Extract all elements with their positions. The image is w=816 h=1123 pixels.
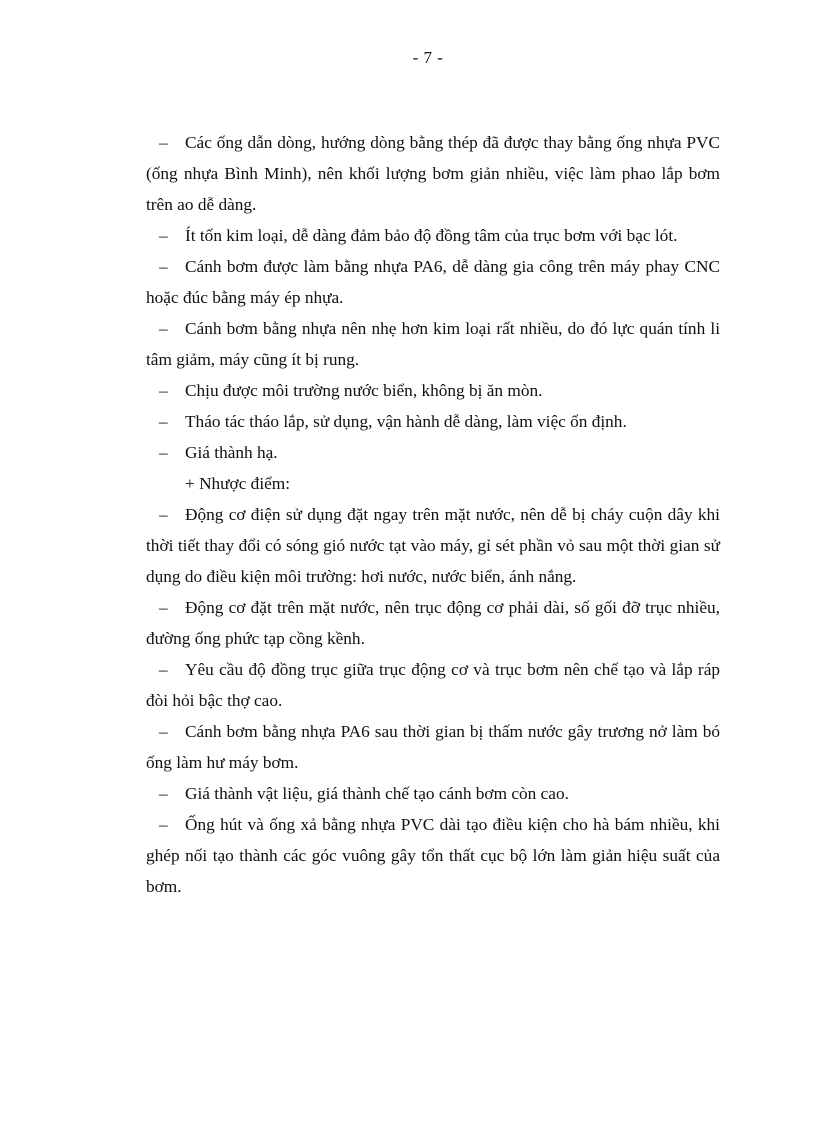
disadvantage-item (146, 499, 720, 592)
advantage-item (146, 375, 720, 406)
dash-marker: – (159, 319, 168, 338)
dash-marker: – (159, 443, 168, 462)
disadvantages-heading: + Nhược điểm: (185, 474, 291, 493)
advantage-text: Cánh bơm được làm bằng nhựa PA6, dễ dàng gia công trên máy phay CNC hoặc đúc bằng máy ép nhựa. (146, 257, 720, 307)
disadvantage-item (146, 809, 720, 902)
dash-marker: – (159, 815, 168, 834)
advantage-item (146, 251, 720, 313)
document-body (146, 127, 720, 902)
disadvantage-item (146, 778, 720, 809)
advantage-text: Ít tốn kim loại, dễ dàng đảm bảo độ đồng tâm của trục bơm với bạc lót. (185, 226, 678, 245)
advantage-item (146, 437, 720, 468)
dash-marker: – (159, 257, 168, 276)
dash-marker: – (159, 598, 168, 617)
disadvantage-text: Động cơ đặt trên mặt nước, nên trục động cơ phải dài, số gối đỡ trục nhiều, đường ống phức tạp cồng kềnh. (146, 598, 720, 648)
advantage-text: Tháo tác tháo lắp, sử dụng, vận hành dễ dàng, làm việc ổn định. (185, 412, 627, 431)
disadvantage-text: Giá thành vật liệu, giá thành chế tạo cánh bơm còn cao. (185, 784, 569, 803)
disadvantage-item (146, 716, 720, 778)
dash-marker: – (159, 660, 168, 679)
disadvantage-item (146, 654, 720, 716)
advantage-text: Các ống dẫn dòng, hướng dòng bằng thép đã được thay bằng ống nhựa PVC (ống nhựa Bình Minh), nên khối lượng bơm giản nhiều, việc làm phao lắp bơm trên ao dễ dàng. (146, 133, 720, 214)
disadvantage-text: Ống hút và ống xả bằng nhựa PVC dài tạo điều kiện cho hà bám nhiều, khi ghép nối tạo thành các góc vuông gây tổn thất cục bộ lớn làm giản hiệu suất của bơm. (146, 815, 720, 896)
dash-marker: – (159, 381, 168, 400)
disadvantage-text: Cánh bơm bằng nhựa PA6 sau thời gian bị thấm nước gây trương nở làm bó ống làm hư máy bơm. (146, 722, 720, 772)
dash-marker: – (159, 133, 168, 152)
advantage-item (146, 313, 720, 375)
advantage-text: Chịu được môi trường nước biển, không bị ăn mòn. (185, 381, 543, 400)
dash-marker: – (159, 505, 168, 524)
disadvantage-text: Yêu cầu độ đồng trục giữa trục động cơ và trục bơm nên chế tạo và lắp ráp đòi hỏi bậc thợ cao. (146, 660, 720, 710)
dash-marker: – (159, 722, 168, 741)
advantage-item (146, 220, 720, 251)
advantage-item (146, 406, 720, 437)
advantage-item (146, 127, 720, 220)
disadvantage-text: Động cơ điện sử dụng đặt ngay trên mặt nước, nên dễ bị cháy cuộn dây khi thời tiết thay đổi có sóng gió nước tạt vào máy, gỉ sét phần vỏ sau một thời gian sử dụng do điều kiện môi trường: hơi nước, nước biển, ánh nắng. (146, 505, 720, 586)
page-number: - 7 - (412, 48, 444, 67)
dash-marker: – (159, 226, 168, 245)
dash-marker: – (159, 784, 168, 803)
advantage-text: Giá thành hạ. (185, 443, 278, 462)
advantage-text: Cánh bơm bằng nhựa nên nhẹ hơn kim loại rất nhiều, do đó lực quán tính li tâm giảm, máy cũng ít bị rung. (146, 319, 720, 369)
dash-marker: – (159, 412, 168, 431)
disadvantage-item (146, 592, 720, 654)
